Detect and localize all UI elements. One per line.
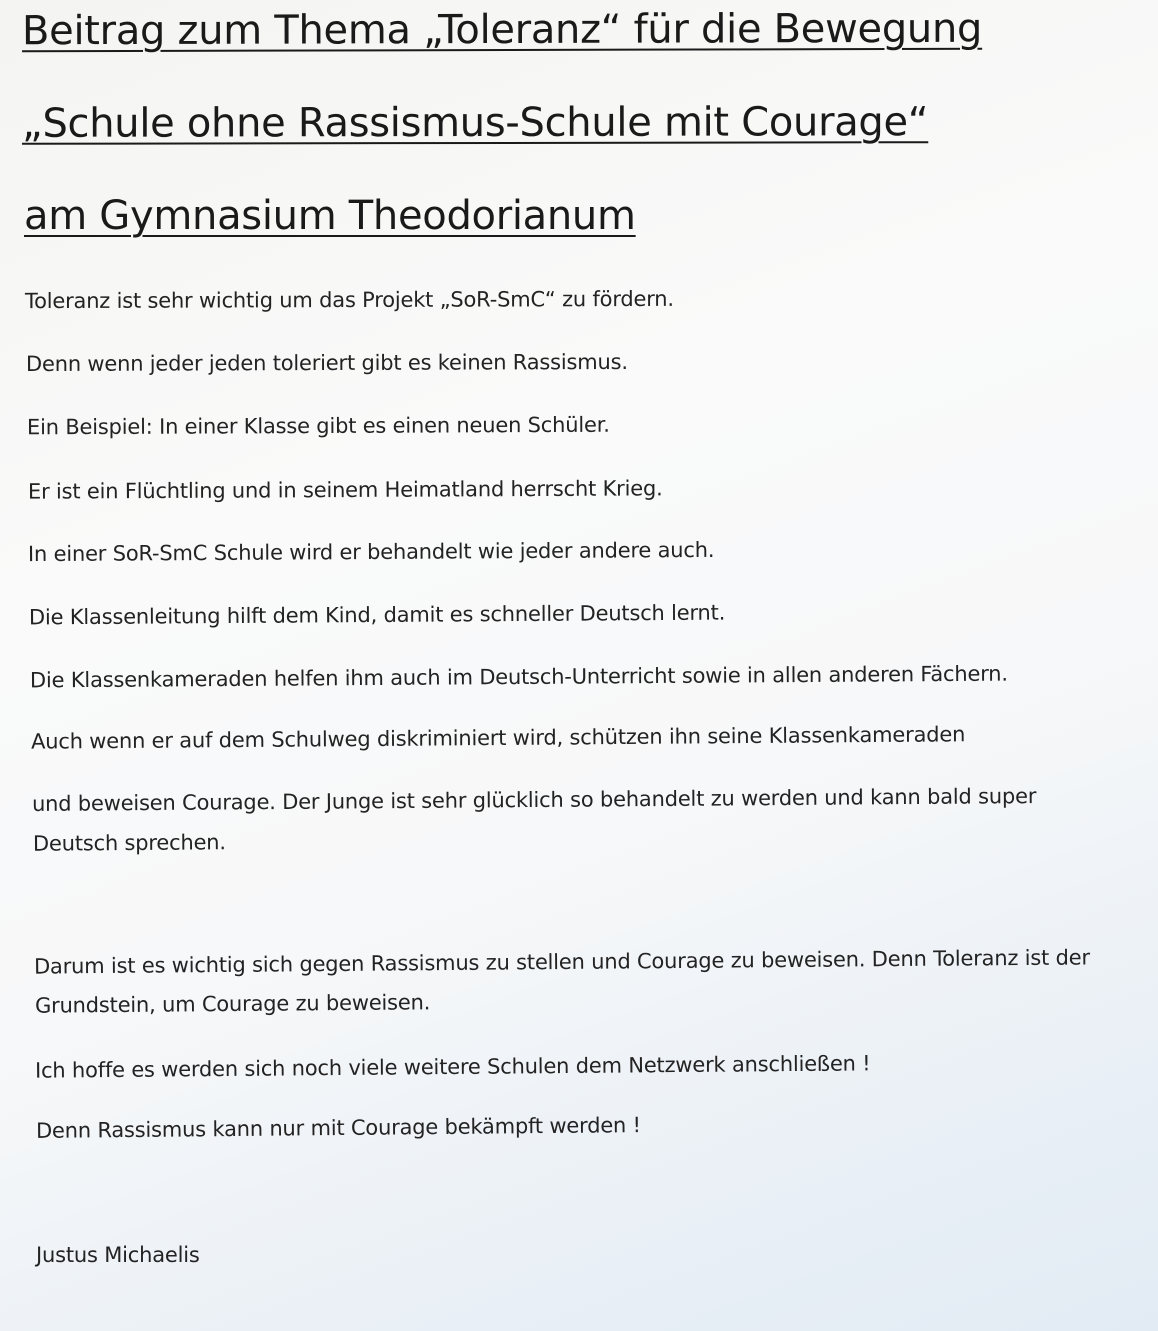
body-line: Denn wenn jeder jeden toleriert gibt es keinen Rassismus.	[25, 349, 628, 377]
body-line: Toleranz ist sehr wichtig um das Projekt „SoR-SmC“ zu fördern.	[24, 286, 674, 314]
body-line: Ich hoffe es werden sich noch viele weitere Schulen dem Netzwerk anschließen !	[34, 1051, 871, 1083]
body-line: Darum ist es wichtig sich gegen Rassismus zu stellen und Courage zu beweisen. Denn Toleranz ist der	[33, 945, 1090, 979]
body-line: Er ist ein Flüchtling und in seinem Heimatland herrscht Krieg.	[27, 476, 663, 504]
author-signature: Justus Michaelis	[36, 1243, 200, 1267]
body-line: Auch wenn er auf dem Schulweg diskriminiert wird, schützen ihn seine Klassenkameraden	[30, 722, 966, 754]
body-line: Die Klassenleitung hilft dem Kind, damit es schneller Deutsch lernt.	[28, 600, 726, 630]
body-line: Deutsch sprechen.	[32, 830, 226, 856]
body-line: Denn Rassismus kann nur mit Courage bekämpft werden !	[35, 1113, 641, 1143]
title-line-3: am Gymnasium Theodorianum	[24, 193, 636, 239]
title-line-2: „Schule ohne Rassismus-Schule mit Courage“	[21, 99, 929, 147]
body-line: Ein Beispiel: In einer Klasse gibt es einen neuen Schüler.	[26, 412, 610, 440]
body-line: In einer SoR-SmC Schule wird er behandelt wie jeder andere auch.	[27, 537, 715, 567]
body-line: und beweisen Courage. Der Junge ist sehr glücklich so behandelt zu werden und kann bald super	[31, 784, 1037, 816]
body-line: Grundstein, um Courage zu beweisen.	[34, 990, 431, 1018]
title-line-1: Beitrag zum Thema „Toleranz“ für die Bewegung	[21, 5, 983, 55]
body-line: Die Klassenkameraden helfen ihm auch im Deutsch-Unterricht sowie in allen anderen Fächern.	[29, 661, 1008, 693]
